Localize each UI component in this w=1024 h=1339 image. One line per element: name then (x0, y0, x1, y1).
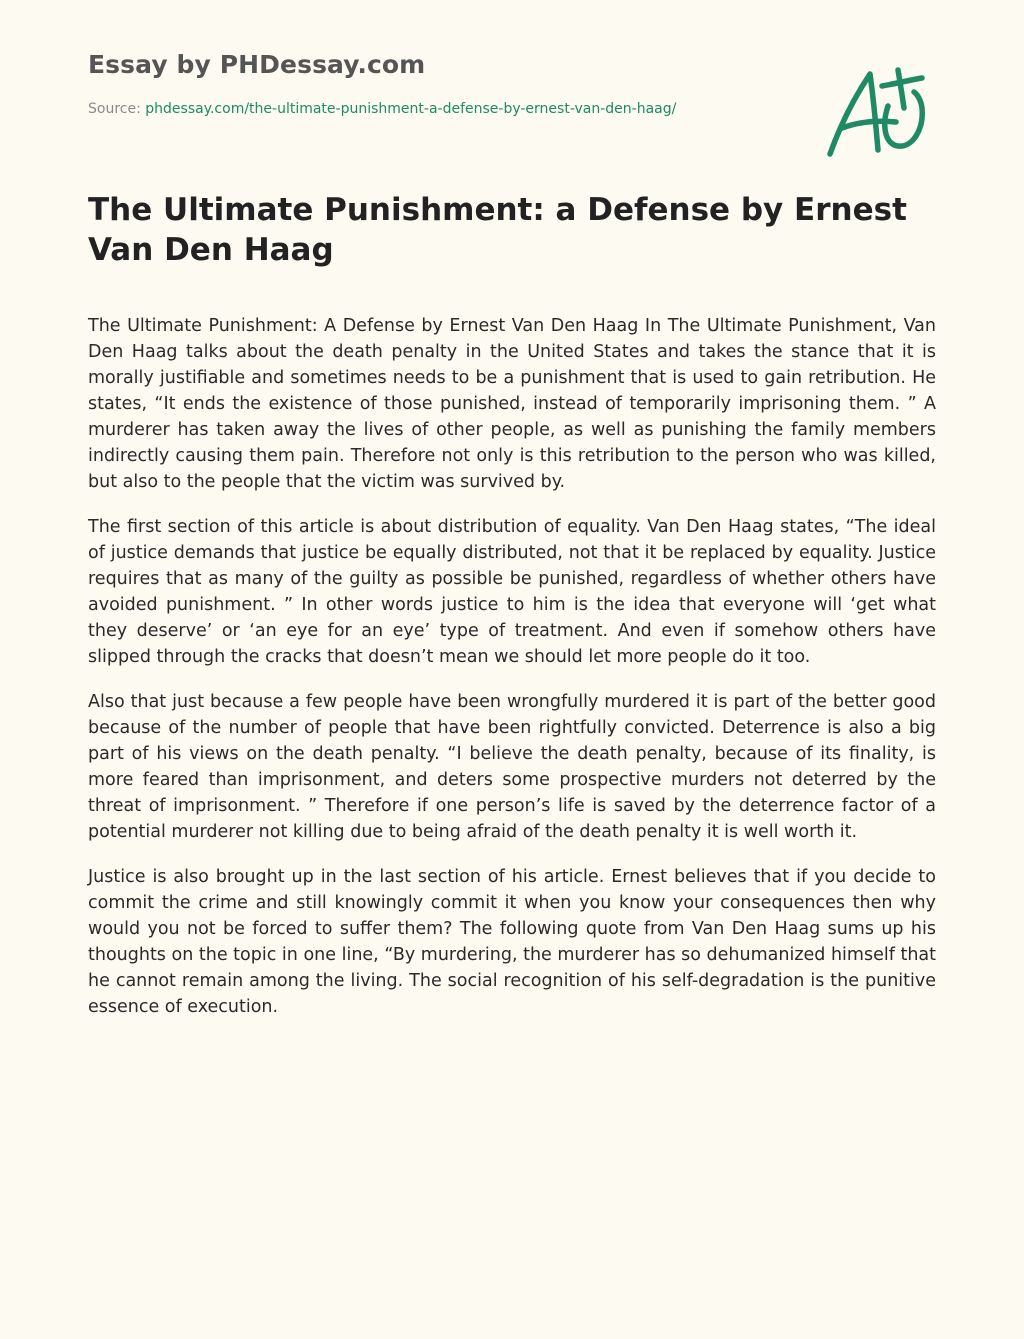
source-link[interactable]: phdessay.com/the-ultimate-punishment-a-defense-by-ernest-van-den-haag/ (145, 101, 677, 117)
paragraph: Justice is also brought up in the last section of his article. Ernest believes that if you decide to commit the crime and still knowingly commit it when you know your consequences then why would you not be forced to suffer them? The following quote from Van Den Haag sums up his thoughts on the topic in one line, “By murdering, the murderer has so dehumanized himself that he cannot remain among the living. The social recognition of his self-degradation is the punitive essence of execution. (88, 867, 936, 1017)
source-label: Source: (88, 101, 146, 117)
paragraph: The Ultimate Punishment: A Defense by Ernest Van Den Haag In The Ultimate Punishment, Van Den Haag talks about the death penalty in the United States and takes the stance that it is morally justifiable and sometimes needs to be a punishment that is used to gain retribution. He states, “It ends the existence of those punished, instead of temporarily imprisoning them. ” A murderer has taken away the lives of other people, as well as punishing the family members indirectly causing them pain. Therefore not only is this retribution to the person who was killed, but also to the people that the victim was survived by. (88, 316, 936, 492)
paragraph: Also that just because a few people have been wrongfully murdered it is part of the better good because of the number of people that have been rightfully convicted. Deterrence is also a big part of his views on the death penalty. “I believe the death penalty, because of its finality, is more feared than imprisonment, and deters some prospective murders not deterred by the threat of imprisonment. ” Therefore if one person’s life is saved by the deterrence factor of a potential murderer not killing due to being afraid of the death penalty it is well worth it. (88, 692, 936, 842)
source-line (88, 101, 676, 117)
page-title: The Ultimate Punishment: a Defense by Ernest Van Den Haag (88, 192, 907, 268)
paragraph: The first section of this article is about distribution of equality. Van Den Haag states, “The ideal of justice demands that justice be equally distributed, not that it be replaced by equality. Justice requires that as many of the guilty as possible be punished, regardless of whether others have avoided punishment. ” In other words justice to him is the idea that everyone will ‘get what they deserve’ or ‘an eye for an eye’ type of treatment. And even if somehow others have slipped through the cracks that doesn’t mean we should let more people do it too. (88, 517, 936, 667)
site-brand[interactable]: Essay by PHDessay.com (88, 50, 426, 79)
a-plus-icon (818, 62, 934, 166)
article-body (88, 313, 936, 1039)
